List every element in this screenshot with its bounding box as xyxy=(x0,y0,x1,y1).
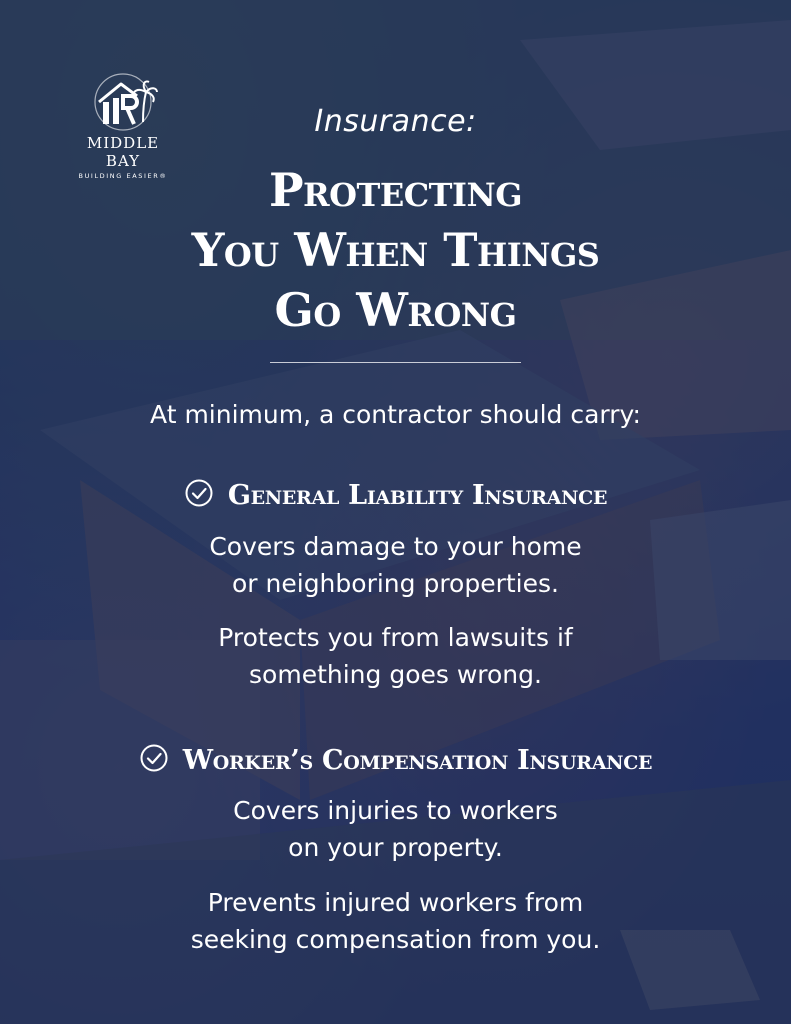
brand-tagline: BUILDING EASIER® xyxy=(78,172,168,180)
title-line: You When Things xyxy=(191,223,600,277)
title-line: Protecting xyxy=(268,163,523,217)
point-line: Prevents injured workers from xyxy=(207,888,584,917)
brand-name: MIDDLE BAY xyxy=(86,134,160,170)
lead-text: At minimum, a contractor should carry: xyxy=(150,400,641,429)
point-line: or neighboring properties. xyxy=(232,569,559,598)
title-line: Go Wrong xyxy=(274,283,517,337)
check-circle-icon xyxy=(184,478,214,508)
section-heading-workers-comp xyxy=(0,745,791,776)
point-line: Covers damage to your home xyxy=(209,532,582,561)
section-point xyxy=(0,792,791,866)
divider xyxy=(270,362,521,363)
point-line: on your property. xyxy=(288,833,503,862)
section-point xyxy=(0,884,791,958)
section-heading-text: General Liability Insurance xyxy=(227,480,608,511)
section-point xyxy=(0,528,791,602)
point-line: Protects you from lawsuits if xyxy=(218,623,573,652)
kicker-text: Insurance: xyxy=(314,104,477,139)
section-heading-text: Worker’s Compensation Insurance xyxy=(182,745,653,776)
point-line: something goes wrong. xyxy=(249,660,542,689)
check-circle-icon xyxy=(139,743,169,773)
point-line: Covers injuries to workers xyxy=(233,796,558,825)
section-heading-general-liability xyxy=(0,480,791,511)
section-point xyxy=(0,619,791,693)
page-title xyxy=(0,160,791,340)
point-line: seeking compensation from you. xyxy=(190,925,601,954)
